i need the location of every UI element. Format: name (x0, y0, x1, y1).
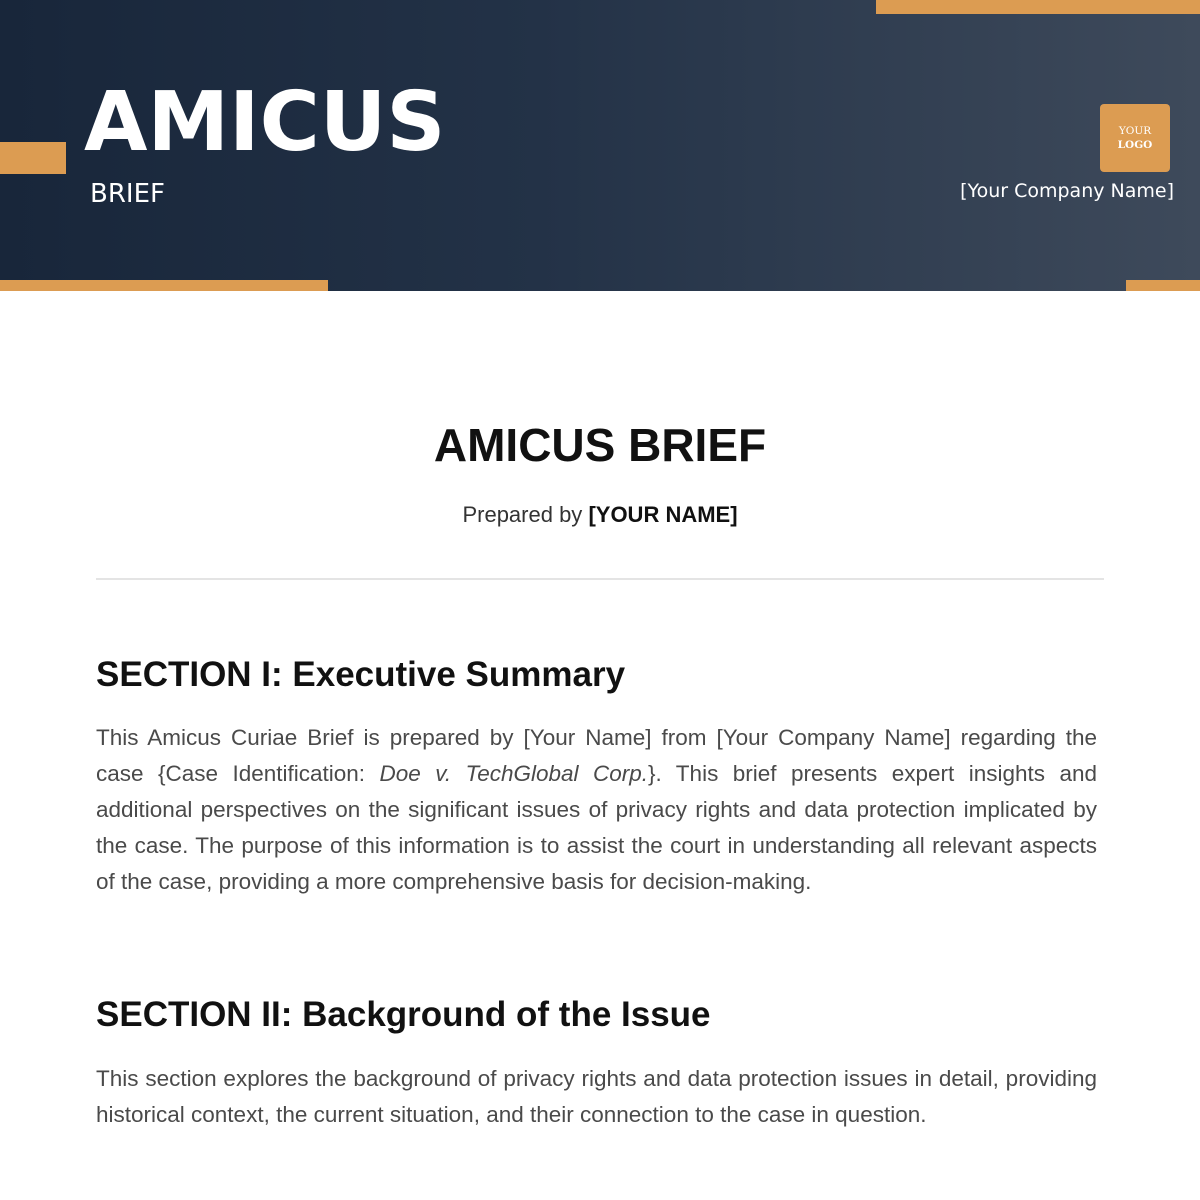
logo-text-line2: LOGO (1117, 139, 1153, 151)
company-logo (1100, 104, 1170, 172)
header-banner (0, 0, 1200, 291)
divider (96, 578, 1104, 580)
logo-text-line1: YOUR (1118, 124, 1152, 137)
section-heading-background: SECTION II: Background of the Issue (96, 995, 711, 1034)
section-heading-executive-summary: SECTION I: Executive Summary (96, 655, 626, 694)
accent-bar-top-right (876, 0, 1200, 14)
accent-bar-bottom-right (1126, 280, 1200, 291)
accent-bar-bottom-left (0, 280, 328, 291)
prepared-by-name: [YOUR NAME] (588, 502, 738, 527)
header-title: AMICUS (84, 75, 446, 170)
section-body-text: }. This brief presents expert insights and additional perspectives on the significant issues of privacy rights and data protection implicated by the case. The purpose of this information is to assist the court in understanding all relevant aspects of the case, providing a more comprehensive basis for decision-making. (96, 761, 1098, 894)
section-body-background: This section explores the background of privacy rights and data protection issues in detail, providing historical context, the current situation, and their connection to the case in question. (96, 1066, 1097, 1127)
section-body-executive-summary (96, 720, 1097, 900)
document-title: AMICUS BRIEF (433, 419, 767, 471)
prepared-by-label: Prepared by (462, 502, 583, 527)
header-subtitle: BRIEF (90, 179, 165, 209)
section-body-text: This Amicus Curiae Brief is prepared by [Your Name] from [Your Company Name] regarding the case {Case Identification: (96, 725, 1097, 786)
prepared-by (0, 502, 1200, 528)
accent-bar-left (0, 142, 66, 174)
case-name: Doe v. TechGlobal Corp. (379, 761, 648, 786)
company-name: [Your Company Name] (960, 180, 1174, 202)
